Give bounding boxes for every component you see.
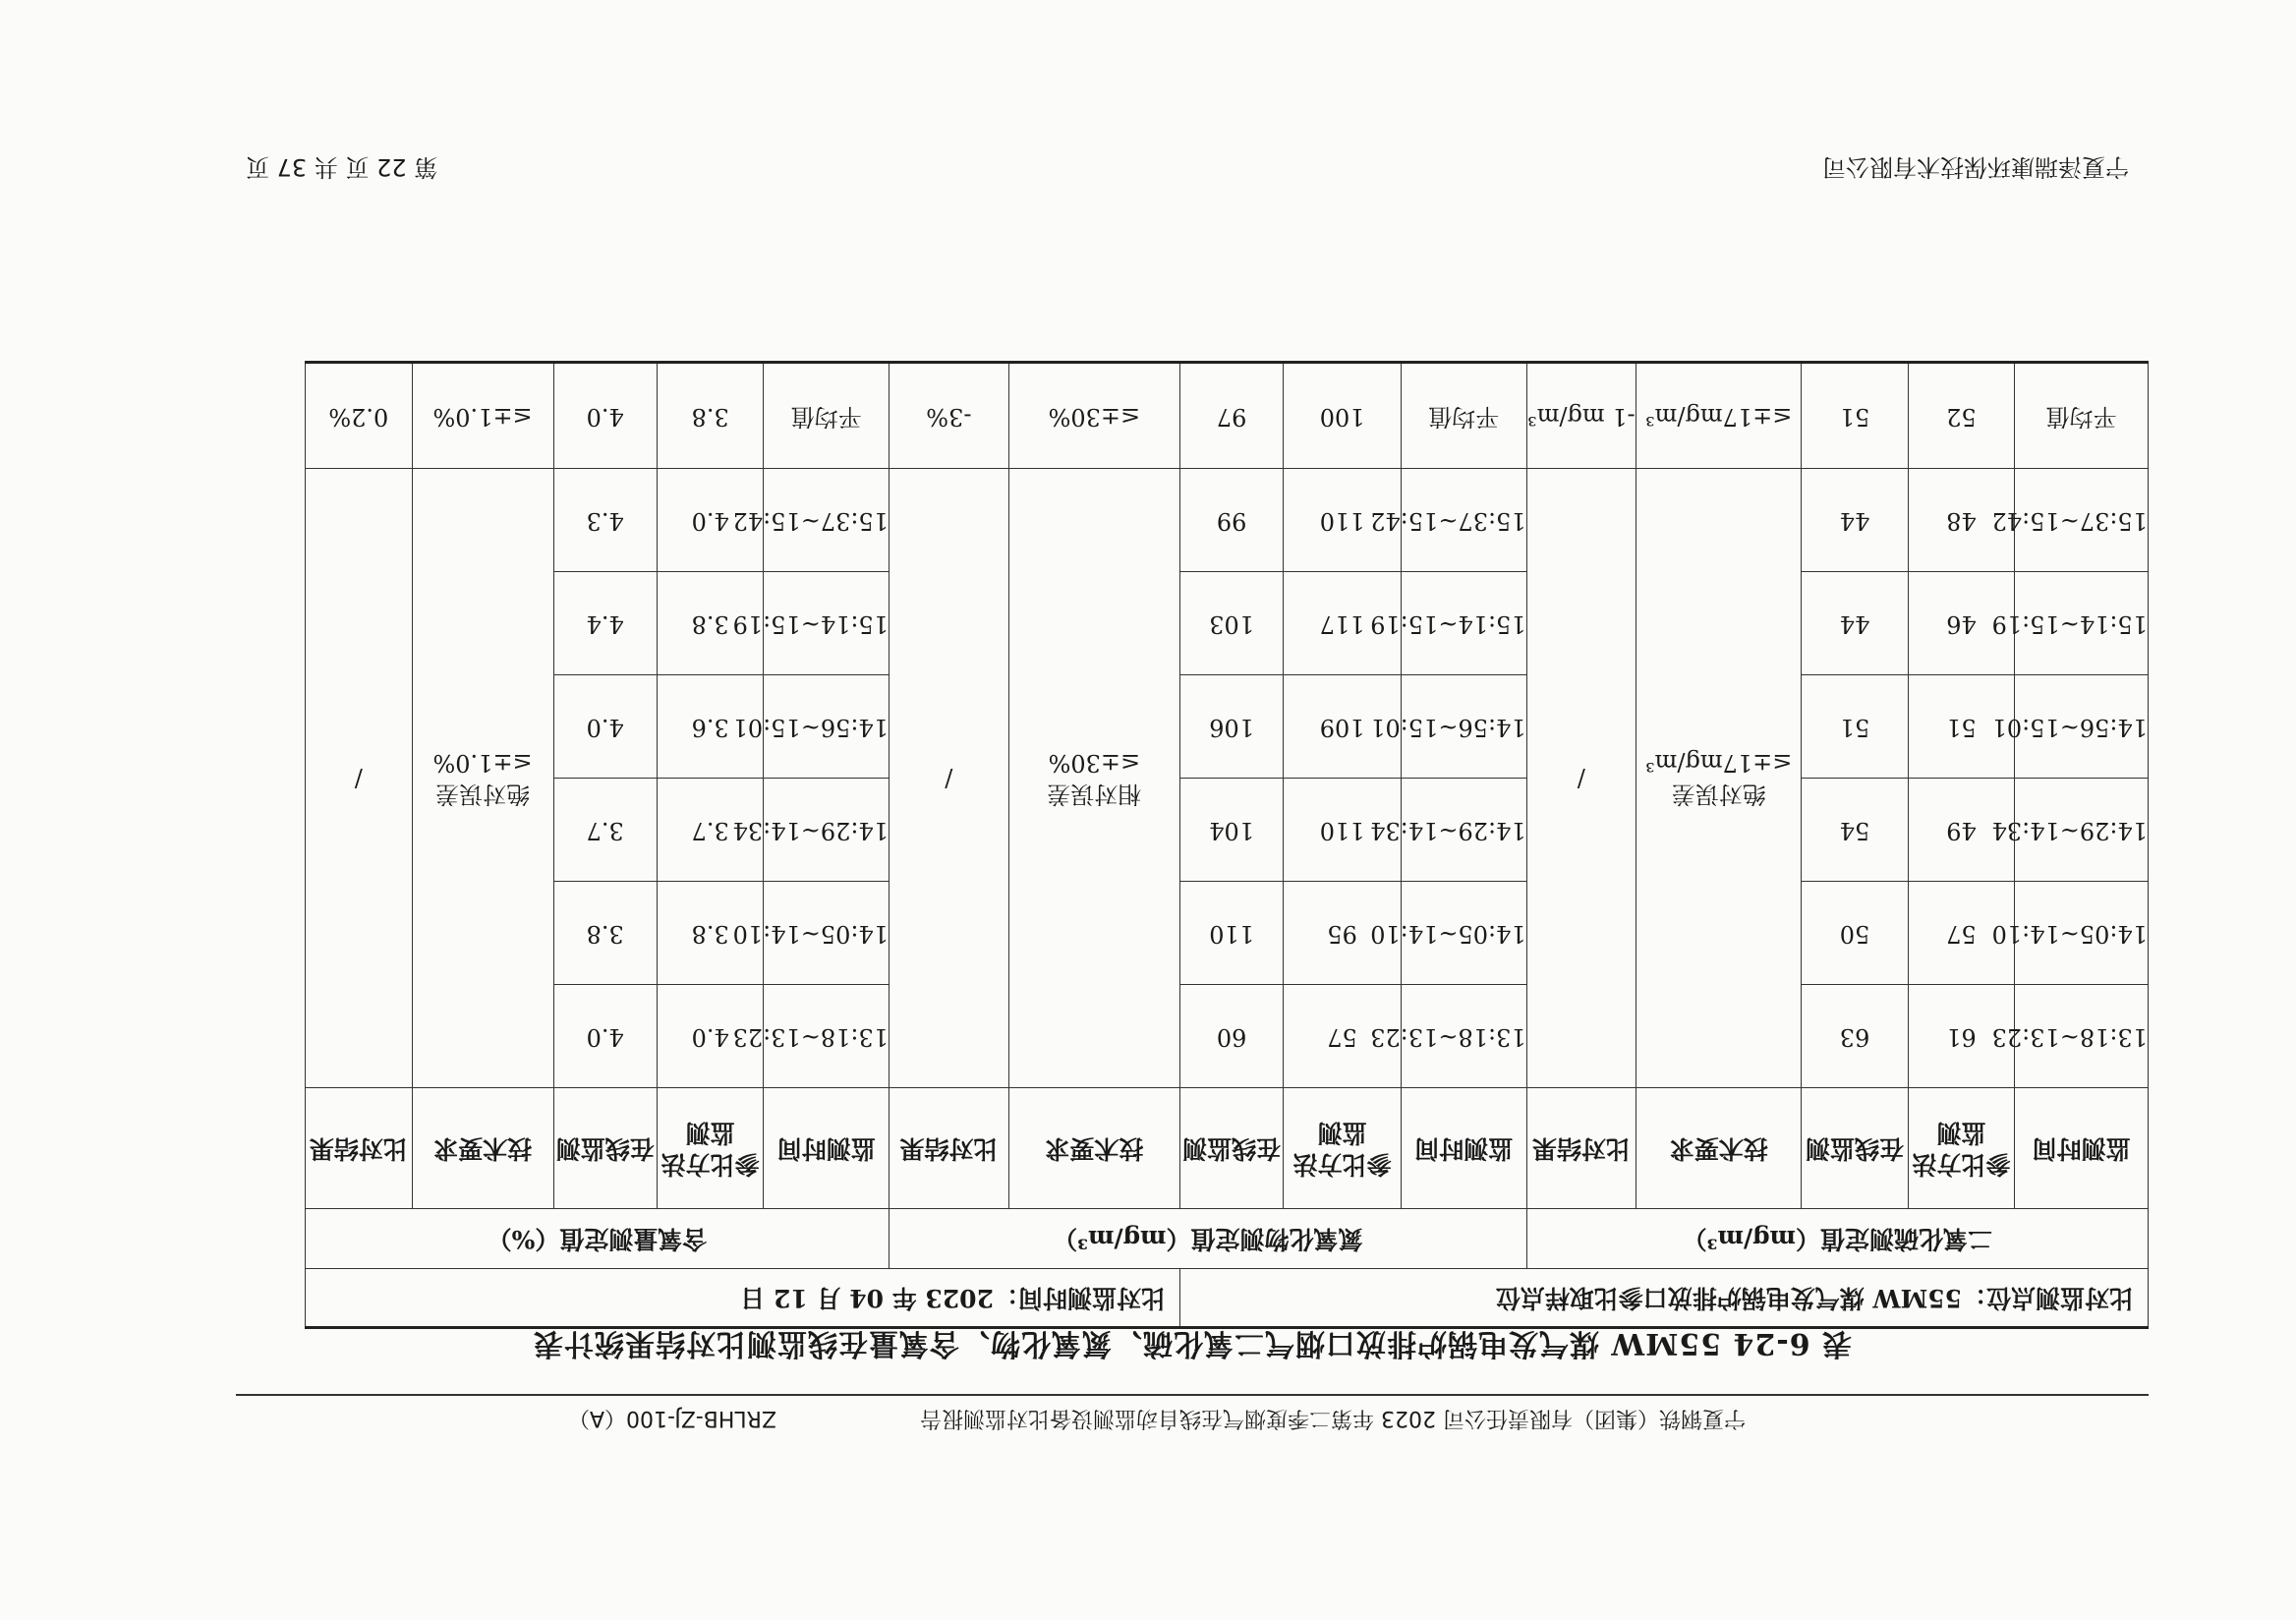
cell-o2-ref: 4.0 bbox=[657, 985, 763, 1088]
cell-time: 13:18~13:23 bbox=[764, 985, 890, 1088]
footer-page-number: 第 22 页 共 37 页 bbox=[246, 153, 438, 181]
result-nox: / bbox=[890, 469, 1009, 1088]
avg-label: 平均值 bbox=[2015, 363, 2149, 469]
cell-so2-online: 63 bbox=[1802, 985, 1908, 1088]
cell-o2-ref: 3.7 bbox=[657, 779, 763, 882]
cell-time: 15:14~15:19 bbox=[1401, 572, 1526, 675]
cell-nox-online: 106 bbox=[1179, 675, 1283, 779]
comparison-table bbox=[305, 361, 2149, 1329]
cell-time: 15:14~15:19 bbox=[2015, 572, 2149, 675]
avg-o2-tech: ≤±1.0% bbox=[412, 363, 553, 469]
cell-so2-ref: 61 bbox=[1908, 985, 2014, 1088]
cell-time: 15:37~15:42 bbox=[764, 469, 890, 572]
cell-o2-online: 4.4 bbox=[553, 572, 657, 675]
monitoring-point: 比对监测点位：55MW 煤气发电锅炉排放口参比取样点位 bbox=[1179, 1269, 2148, 1328]
avg-so2-result: -1 mg/m³ bbox=[1526, 363, 1636, 469]
cell-o2-ref: 3.6 bbox=[657, 675, 763, 779]
cell-o2-online: 3.8 bbox=[553, 882, 657, 985]
avg-nox-result: -3% bbox=[890, 363, 1009, 469]
cell-o2-ref: 3.8 bbox=[657, 882, 763, 985]
cell-time: 15:14~15:19 bbox=[764, 572, 890, 675]
cell-so2-online: 54 bbox=[1802, 779, 1908, 882]
tech-nox: 相对误差≤±30% bbox=[1008, 469, 1179, 1088]
header-divider bbox=[236, 1394, 2149, 1396]
col-time: 监测时间 bbox=[764, 1088, 890, 1209]
cell-so2-ref: 49 bbox=[1908, 779, 2014, 882]
cell-time: 14:05~14:10 bbox=[764, 882, 890, 985]
cell-nox-ref: 109 bbox=[1284, 675, 1402, 779]
cell-time: 14:56~15:01 bbox=[2015, 675, 2149, 779]
cell-nox-ref: 95 bbox=[1284, 882, 1402, 985]
cell-so2-ref: 46 bbox=[1908, 572, 2014, 675]
cell-o2-online: 4.3 bbox=[553, 469, 657, 572]
col-result: 比对结果 bbox=[890, 1088, 1009, 1209]
cell-so2-online: 44 bbox=[1802, 572, 1908, 675]
footer-company: 宁夏泽瑞康环保技术有限公司 bbox=[1822, 153, 2129, 181]
cell-time: 14:56~15:01 bbox=[1401, 675, 1526, 779]
col-result: 比对结果 bbox=[306, 1088, 413, 1209]
cell-nox-ref: 110 bbox=[1284, 779, 1402, 882]
cell-time: 14:29~14:34 bbox=[2015, 779, 2149, 882]
cell-nox-online: 60 bbox=[1179, 985, 1283, 1088]
avg-label: 平均值 bbox=[764, 363, 890, 469]
cell-nox-ref: 117 bbox=[1284, 572, 1402, 675]
cell-nox-online: 110 bbox=[1179, 882, 1283, 985]
group-nox: 氮氧化物测定值（mg/m³） bbox=[890, 1209, 1527, 1269]
col-time: 监测时间 bbox=[1401, 1088, 1526, 1209]
table-caption: 表 6-24 55MW 煤气发电锅炉排放口烟气二氧化硫、氮氧化物、含氧量在线监测比对结果统计表 bbox=[532, 1326, 1853, 1360]
cell-so2-online: 44 bbox=[1802, 469, 1908, 572]
avg-o2-ref: 3.8 bbox=[657, 363, 763, 469]
cell-o2-online: 4.0 bbox=[553, 675, 657, 779]
doc-code: ZRLHB-ZJ-100（A） bbox=[568, 1406, 776, 1430]
col-time: 监测时间 bbox=[2015, 1088, 2149, 1209]
tech-so2: 绝对误差≤±17mg/m³ bbox=[1636, 469, 1802, 1088]
table-row bbox=[306, 985, 2149, 1088]
result-so2: / bbox=[1526, 469, 1636, 1088]
cell-so2-ref: 48 bbox=[1908, 469, 2014, 572]
cell-o2-ref: 3.8 bbox=[657, 572, 763, 675]
cell-nox-ref: 57 bbox=[1284, 985, 1402, 1088]
cell-nox-online: 99 bbox=[1179, 469, 1283, 572]
table-row bbox=[306, 882, 2149, 985]
cell-so2-online: 51 bbox=[1802, 675, 1908, 779]
col-ref: 参比方法监测 bbox=[1284, 1088, 1402, 1209]
col-online: 在线监测 bbox=[553, 1088, 657, 1209]
report-title: 宁夏钢铁（集团）有限责任公司 2023 年第二季度烟气在线自动监测设备比对监测报告 bbox=[920, 1406, 1746, 1430]
cell-so2-online: 50 bbox=[1802, 882, 1908, 985]
result-o2: / bbox=[306, 469, 413, 1088]
cell-o2-ref: 4.0 bbox=[657, 469, 763, 572]
table-row bbox=[306, 675, 2149, 779]
cell-so2-ref: 51 bbox=[1908, 675, 2014, 779]
tech-o2: 绝对误差≤±1.0% bbox=[412, 469, 553, 1088]
cell-time: 15:37~15:42 bbox=[2015, 469, 2149, 572]
avg-o2-result: 0.2% bbox=[306, 363, 413, 469]
cell-time: 13:18~13:23 bbox=[1401, 985, 1526, 1088]
group-o2: 含氧量测定值（%） bbox=[306, 1209, 890, 1269]
cell-time: 14:29~14:34 bbox=[764, 779, 890, 882]
cell-time: 14:05~14:10 bbox=[1401, 882, 1526, 985]
avg-o2-online: 4.0 bbox=[553, 363, 657, 469]
cell-time: 13:18~13:23 bbox=[2015, 985, 2149, 1088]
average-row bbox=[306, 363, 2149, 469]
cell-nox-online: 104 bbox=[1179, 779, 1283, 882]
cell-o2-online: 3.7 bbox=[553, 779, 657, 882]
col-result: 比对结果 bbox=[1526, 1088, 1636, 1209]
avg-nox-tech: ≤±30% bbox=[1008, 363, 1179, 469]
cell-time: 15:37~15:42 bbox=[1401, 469, 1526, 572]
cell-nox-ref: 110 bbox=[1284, 469, 1402, 572]
avg-so2-ref: 52 bbox=[1908, 363, 2014, 469]
avg-label: 平均值 bbox=[1401, 363, 1526, 469]
avg-nox-ref: 100 bbox=[1284, 363, 1402, 469]
cell-o2-online: 4.0 bbox=[553, 985, 657, 1088]
cell-time: 14:56~15:01 bbox=[764, 675, 890, 779]
cell-so2-ref: 57 bbox=[1908, 882, 2014, 985]
monitoring-time: 比对监测时间：2023 年 04 月 12 日 bbox=[306, 1269, 1180, 1328]
col-online: 在线监测 bbox=[1802, 1088, 1908, 1209]
group-so2: 二氧化硫测定值（mg/m³） bbox=[1526, 1209, 2148, 1269]
col-ref: 参比方法监测 bbox=[1908, 1088, 2014, 1209]
col-ref: 参比方法监测 bbox=[657, 1088, 763, 1209]
table-row bbox=[306, 779, 2149, 882]
col-tech: 技术要求 bbox=[1636, 1088, 1802, 1209]
cell-time: 14:05~14:10 bbox=[2015, 882, 2149, 985]
cell-nox-online: 103 bbox=[1179, 572, 1283, 675]
table-row bbox=[306, 469, 2149, 572]
avg-so2-online: 51 bbox=[1802, 363, 1908, 469]
table-row bbox=[306, 572, 2149, 675]
col-tech: 技术要求 bbox=[412, 1088, 553, 1209]
col-tech: 技术要求 bbox=[1008, 1088, 1179, 1209]
avg-so2-tech: ≤±17mg/m³ bbox=[1636, 363, 1802, 469]
avg-nox-online: 97 bbox=[1179, 363, 1283, 469]
cell-time: 14:29~14:34 bbox=[1401, 779, 1526, 882]
col-online: 在线监测 bbox=[1179, 1088, 1283, 1209]
